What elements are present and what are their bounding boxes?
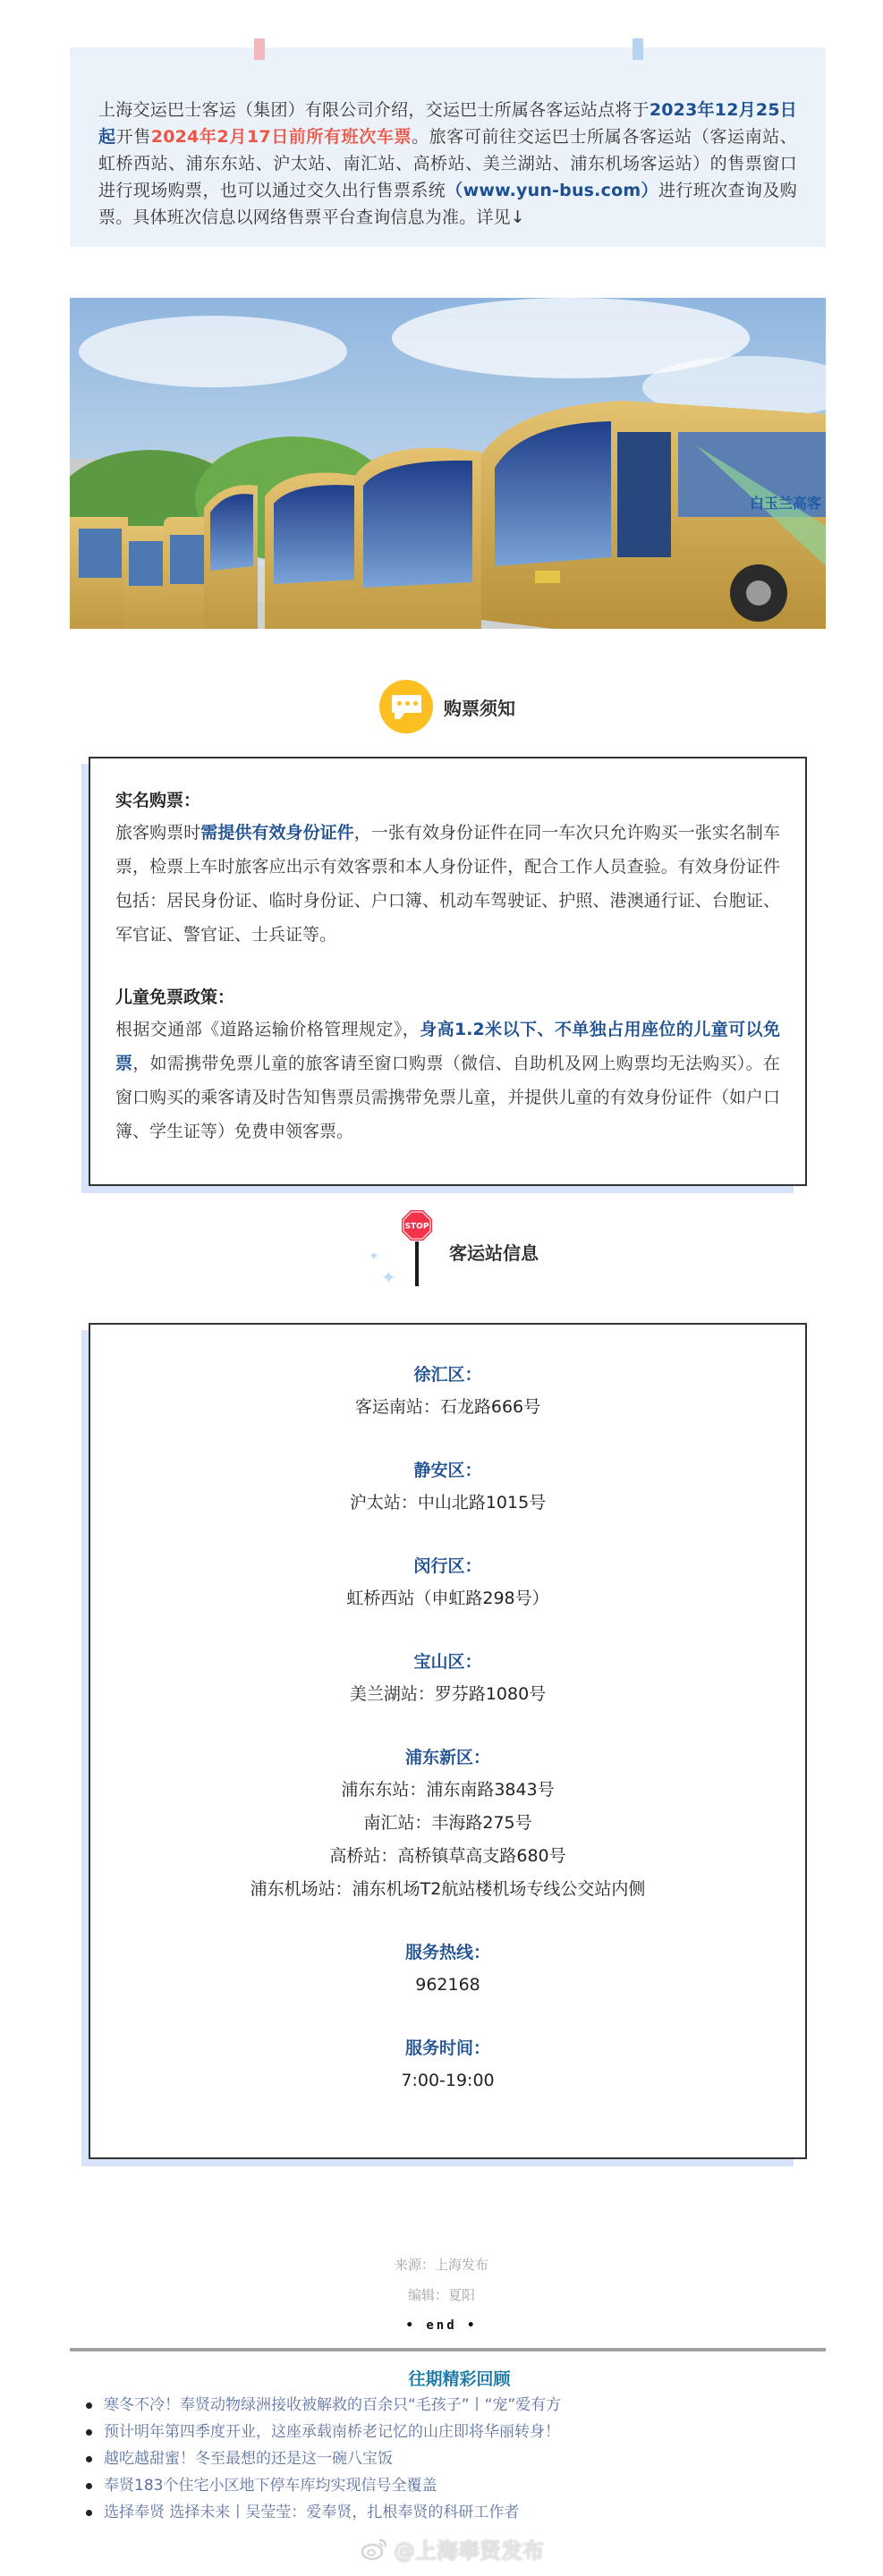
hotline-number[interactable]: 962168: [415, 1975, 480, 1995]
notice-highlight: 需提供有效身份证件: [200, 823, 354, 843]
source-credit: 来源：上海发布: [394, 2257, 488, 2273]
notice-text: 根据交通部《道路运输价格管理规定》，: [115, 1020, 420, 1039]
station-title: 客运站信息: [449, 1242, 539, 1264]
district-xuhui: [90, 1359, 805, 1424]
station-address: 沪太站：中山北路1015号: [349, 1493, 547, 1513]
intro-text-3: 。旅客可前往交运巴士所属各客运站（客运南站、虹桥西站、浦东东站、沪太站、南汇站、高桥站、美兰湖站、浦东机场客运站）的售票窗口进行现场购票，也可以通过交久出行售票系统: [98, 127, 797, 200]
notice-heading: 实名购票：: [115, 791, 201, 810]
watermark: [361, 2533, 544, 2564]
notice-text: ，如需携带免票儿童的旅客请至窗口购票（微信、自助机及网上购票均无法购买）。在窗口购买的乘客请及时告知售票员需携带免票儿童，并提供儿童的有效身份证件（如户口簿、学生证等）免费申领客票。: [115, 1054, 780, 1141]
notice-paragraph: [115, 816, 780, 952]
notice-heading: 儿童免票政策：: [115, 987, 235, 1007]
service-hours: [90, 2032, 805, 2097]
review-link[interactable]: 预计明年第四季度开业，这座承载南桥老记忆的山庄即将华丽转身！: [86, 2419, 561, 2445]
notice-box: [81, 757, 807, 1193]
stop-sign-pole: [415, 1241, 419, 1286]
pink-tab-decoration: [254, 38, 265, 60]
notice-box-content: [89, 757, 807, 1186]
stop-sign-icon: [401, 1209, 433, 1241]
svg-text:白玉兰高客: 白玉兰高客: [750, 495, 822, 512]
blue-tab-decoration: [633, 38, 643, 60]
child-free-ticket-policy: [115, 982, 780, 1148]
notice-title: 购票须知: [444, 697, 515, 719]
weibo-icon: [361, 2538, 388, 2561]
station-address: 虹桥西站（申虹路298号）: [346, 1589, 549, 1608]
review-link[interactable]: 寒冬不冷！奉贤动物绿洲接收被解救的百余只“毛孩子”丨“宠”爱有方: [86, 2392, 561, 2419]
hotline-label: 服务热线：: [404, 1943, 490, 1962]
bus-photo: [70, 298, 826, 629]
credits: [0, 2250, 883, 2341]
real-name-policy: [115, 785, 780, 952]
intro-card: [70, 47, 826, 247]
intro-text-4: 进行班次查询及购票。具体班次信息以网络售票平台查询信息为准。详见↓: [98, 181, 797, 227]
hours-label: 服务时间：: [404, 2038, 490, 2058]
intro-text-1: 上海交运巴士客运（集团）有限公司介绍，交运巴士所属各客运站点将于: [98, 100, 650, 120]
hours-value: 7:00-19:00: [401, 2071, 495, 2090]
district-pudong: [90, 1741, 805, 1906]
station-address: 美兰湖站：罗芬路1080号: [349, 1684, 547, 1704]
review-link[interactable]: 选择奉贤 选择未来丨吴莹莹：爱奉贤，扎根奉贤的科研工作者: [86, 2499, 561, 2526]
district-jingan: [90, 1454, 805, 1520]
station-section-header: [367, 1199, 599, 1297]
service-hotline: [90, 1936, 805, 2002]
sparkle-icon: ✦: [381, 1267, 396, 1288]
station-address: 浦东东站：浦东南路3843号: [341, 1780, 555, 1800]
district-baoshan: [90, 1646, 805, 1711]
chat-bubble-icon: [379, 680, 433, 733]
notice-section-header: [379, 680, 515, 733]
station-address: 南汇站：丰海路275号: [363, 1813, 532, 1833]
notice-text: ，一张有效身份证件在同一车次只允许购买一张实名制车票，检票上车时旅客应出示有效客票和本人身份证件，配合工作人员查验。有效身份证件包括：居民身份证、临时身份证、户口簿、机动车驾驶证、护照、港澳通行证、台胞证、军官证、警官证、士兵证等。: [115, 823, 780, 945]
svg-text:STOP: STOP: [404, 1222, 429, 1232]
station-address: 高桥站：高桥镇草高支路680号: [329, 1846, 566, 1866]
district-name: 浦东新区：: [404, 1748, 490, 1767]
review-link[interactable]: 越吃越甜蜜！冬至最想的还是这一碗八宝饭: [86, 2445, 561, 2472]
intro-paragraph: [98, 97, 797, 231]
watermark-text: @上海奉贤发布: [394, 2538, 544, 2563]
district-name: 静安区：: [413, 1461, 482, 1480]
station-box: [81, 1323, 807, 2166]
website-link[interactable]: （www.yun-bus.com）: [446, 181, 658, 200]
review-title: 往期精彩回顾: [408, 2369, 511, 2389]
station-address: 浦东机场站：浦东机场T2航站楼机场专线公交站内侧: [250, 1879, 646, 1899]
sale-start-date: 2023年12月25日起: [98, 100, 797, 147]
notice-highlight: 身高1.2米以下、不单独占用座位的儿童可以免票: [115, 1020, 780, 1073]
ticket-date-range: 2024年2月17日前所有班次车票: [150, 127, 412, 147]
intro-text-2: 开售: [115, 127, 151, 147]
district-minhang: [90, 1550, 805, 1615]
notice-text: 旅客购票时: [115, 823, 201, 843]
review-list: [86, 2392, 561, 2526]
review-link[interactable]: 奉贤183个住宅小区地下停车库均实现信号全覆盖: [86, 2472, 561, 2499]
district-name: 徐汇区：: [413, 1365, 482, 1385]
bus-illustration: [70, 298, 826, 629]
notice-paragraph: [115, 1013, 780, 1148]
end-mark: • end •: [405, 2318, 478, 2333]
divider: [70, 2348, 826, 2351]
editor-credit: 编辑：夏阳: [407, 2287, 475, 2303]
station-address: 客运南站：石龙路666号: [354, 1397, 541, 1417]
district-name: 闵行区：: [413, 1556, 482, 1576]
sparkle-icon: ✦: [369, 1250, 379, 1264]
station-box-content: [89, 1323, 807, 2159]
district-name: 宝山区：: [413, 1652, 482, 1672]
